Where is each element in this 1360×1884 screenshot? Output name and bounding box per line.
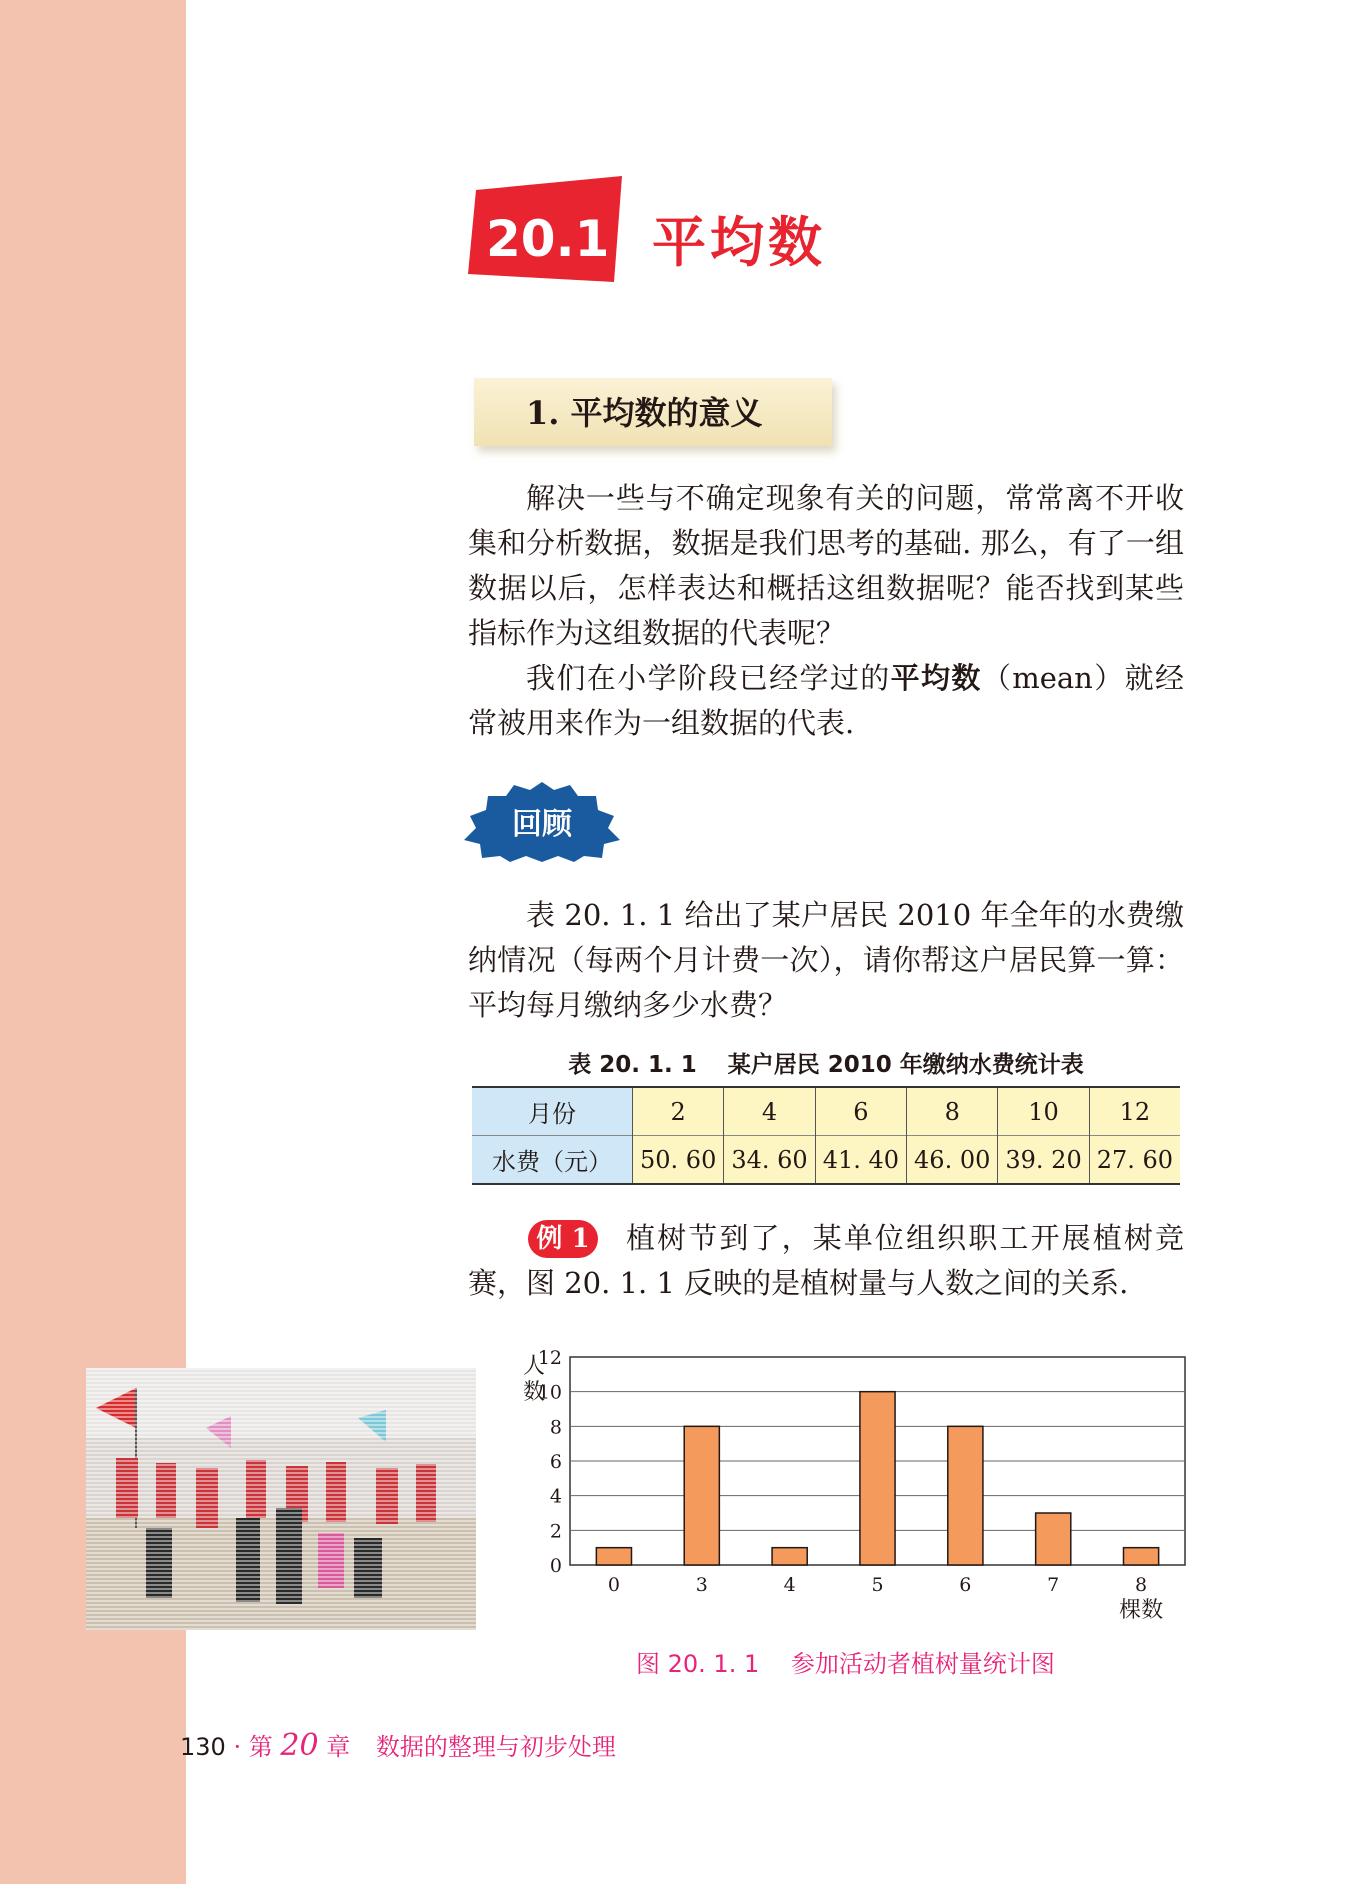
example-paragraph: 植树节到了，某单位组织职工开展植树竞赛，图 20. 1. 1 反映的是植树量与人数之间的关系. — [468, 1221, 1184, 1300]
fee-cell: 39. 20 — [998, 1136, 1089, 1185]
subsection-heading — [474, 378, 832, 446]
table-row-fees — [472, 1136, 1180, 1185]
y-tick-label: 0 — [549, 1555, 562, 1577]
section-title: 平均数 — [652, 211, 826, 274]
y-tick-label: 2 — [549, 1520, 562, 1543]
row-label-fees: 水费（元） — [472, 1136, 633, 1185]
chapter-title: 数据的整理与初步处理 — [375, 1733, 616, 1761]
row-label-months: 月份 — [472, 1087, 633, 1136]
fee-cell: 27. 60 — [1089, 1136, 1180, 1185]
section-number-badge — [468, 176, 622, 282]
table-caption: 表 20. 1. 1 某户居民 2010 年缴纳水费统计表 — [568, 1052, 1084, 1078]
term-mean: 平均数 — [890, 661, 982, 695]
review-badge — [462, 782, 622, 862]
review-paragraph: 表 20. 1. 1 给出了某户居民 2010 年全年的水费缴纳情况（每两个月计费一次），请你帮这户居民算一算：平均每月缴纳多少水费？ — [468, 898, 1184, 1022]
y-tick-label: 4 — [549, 1485, 562, 1508]
x-tick-label: 8 — [1135, 1574, 1148, 1596]
section-number: 20.1 — [486, 210, 610, 268]
fee-cell: 41. 40 — [815, 1136, 906, 1185]
review-badge-label: 回顾 — [512, 807, 572, 842]
subsection-title: 1. 平均数的意义 — [526, 394, 763, 432]
month-cell: 10 — [998, 1087, 1089, 1136]
fee-cell: 46. 00 — [907, 1136, 998, 1185]
example-badge: 例 1 — [528, 1220, 598, 1258]
bar — [684, 1426, 719, 1565]
fee-cell: 50. 60 — [633, 1136, 724, 1185]
x-tick-label: 5 — [871, 1574, 884, 1596]
x-tick-label: 0 — [607, 1574, 620, 1596]
page-footer — [180, 1727, 616, 1763]
y-tick-label: 8 — [549, 1416, 562, 1439]
y-axis-label: 人 — [523, 1354, 546, 1379]
month-cell: 12 — [1089, 1087, 1180, 1136]
page-number: 130 — [180, 1733, 226, 1761]
month-cell: 6 — [815, 1087, 906, 1136]
bar — [1124, 1548, 1159, 1565]
chapter-number: 20 — [280, 1728, 319, 1763]
bar — [596, 1548, 631, 1565]
intro-paragraph-2: 我们在小学阶段已经学过的平均数（mean）就经常被用来作为一组数据的代表. — [468, 661, 1184, 740]
x-tick-label: 6 — [959, 1574, 972, 1596]
chapter-suffix: 章 — [326, 1733, 351, 1761]
table-row-months — [472, 1087, 1180, 1136]
x-tick-label: 4 — [783, 1574, 796, 1596]
intro-paragraph-1: 解决一些与不确定现象有关的问题，常常离不开收集和分析数据，数据是我们思考的基础. 那么，有了一组数据以后，怎样表达和概括这组数据呢？能否找到某些指标作为这组数据的代表呢？ — [468, 481, 1184, 650]
month-cell: 4 — [724, 1087, 815, 1136]
y-tick-label: 10 — [537, 1381, 562, 1404]
y-axis-label: 数 — [523, 1380, 546, 1405]
chapter-prefix: 第 — [248, 1733, 273, 1761]
footer-dot: · — [233, 1733, 242, 1761]
y-tick-label: 6 — [549, 1451, 562, 1473]
month-cell: 2 — [633, 1087, 724, 1136]
x-tick-label: 7 — [1047, 1574, 1060, 1596]
figure-caption: 图 20. 1. 1 参加活动者植树量统计图 — [636, 1650, 1055, 1678]
month-cell: 8 — [907, 1087, 998, 1136]
water-fee-table — [472, 1086, 1180, 1185]
tree-planting-bar-chart — [505, 1345, 1205, 1645]
x-axis-label: 棵数 — [1119, 1598, 1164, 1623]
bar — [1036, 1513, 1071, 1565]
fee-cell: 34. 60 — [724, 1136, 815, 1185]
tree-planting-photo — [86, 1368, 476, 1630]
bar — [948, 1426, 983, 1565]
x-tick-label: 3 — [695, 1574, 708, 1596]
bar — [860, 1392, 895, 1565]
y-tick-label: 12 — [537, 1347, 562, 1369]
bar — [772, 1548, 807, 1565]
